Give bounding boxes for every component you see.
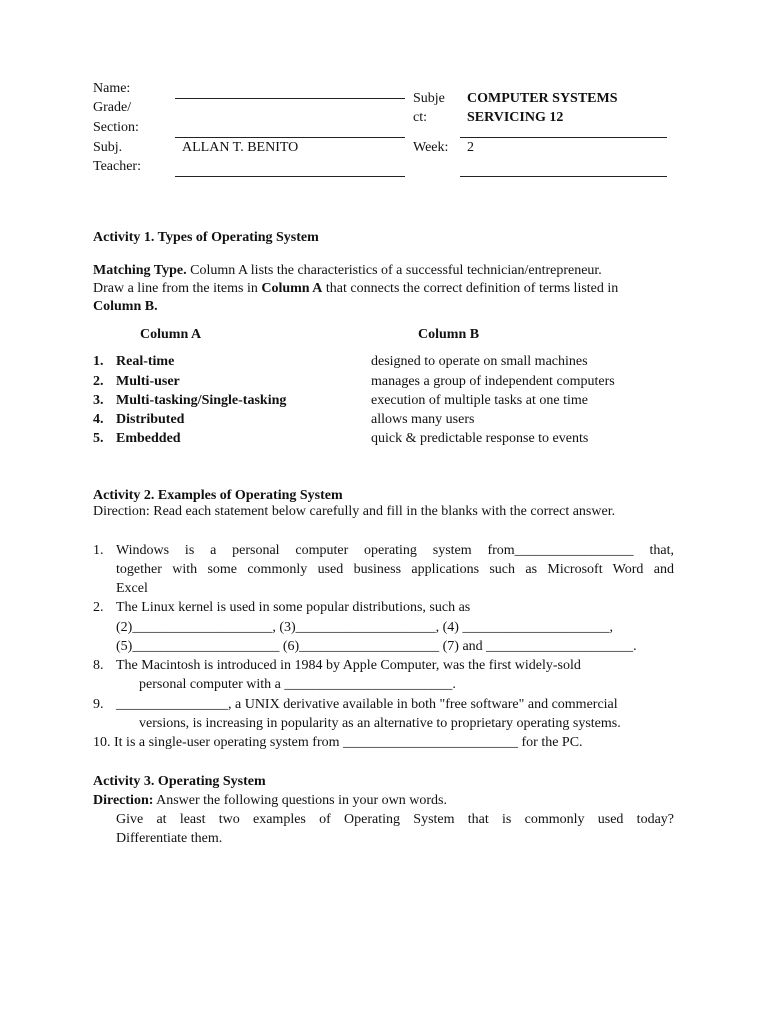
item-term: Real-time	[116, 354, 175, 369]
question-number: 8.	[93, 658, 104, 673]
week-label: Week:	[413, 140, 449, 155]
column-a-header: Column A	[140, 327, 202, 342]
item-term: Multi-tasking/Single-tasking	[116, 393, 287, 408]
item-term: Multi-user	[116, 374, 180, 389]
matching-type-label: Matching Type.	[93, 263, 187, 278]
activity-2-title: Activity 2. Examples of Operating System	[93, 488, 343, 503]
activity-1-instruction-line2	[93, 279, 618, 298]
column-b-item[interactable]: allows many users	[371, 412, 475, 427]
item-number: 2.	[93, 374, 104, 389]
activity-3-direction	[93, 791, 447, 810]
name-blank-line[interactable]	[175, 98, 405, 99]
subject-value-line1: COMPUTER SYSTEMS	[467, 91, 618, 106]
activity-3-question-line1: Give at least two examples of Operating System that is commonly used today?	[116, 812, 674, 827]
question-8-line1: The Macintosh is introduced in 1984 by Apple Computer, was the first widely-sold	[116, 658, 581, 673]
activity-1-instruction-line3: Column B.	[93, 299, 158, 314]
column-a-item[interactable]	[93, 372, 180, 391]
column-b-item[interactable]: execution of multiple tasks at one time	[371, 393, 588, 408]
item-term: Embedded	[116, 431, 181, 446]
column-a-item[interactable]	[93, 410, 185, 429]
section-label: Section:	[93, 120, 139, 135]
instruction-column-a: Column A	[261, 281, 323, 296]
question-1-line1[interactable]: Windows is a personal computer operating system from_________________ that,	[116, 543, 674, 558]
subject-label-part2: ct:	[413, 110, 427, 125]
column-b-item[interactable]: designed to operate on small machines	[371, 354, 588, 369]
week-value: 2	[467, 140, 474, 155]
teacher-blank-line	[175, 176, 405, 177]
question-8-line2[interactable]: personal computer with a ________________________.	[139, 677, 456, 692]
instruction-text-1: Column A lists the characteristics of a successful technician/entrepreneur.	[186, 263, 602, 278]
column-a-item[interactable]	[93, 391, 287, 410]
teacher-label: Teacher:	[93, 159, 141, 174]
activity-3-question-line2: Differentiate them.	[116, 831, 223, 846]
item-number: 1.	[93, 354, 104, 369]
question-10[interactable]: 10. It is a single-user operating system from _________________________ for the PC.	[93, 735, 583, 750]
subject-underline	[460, 137, 667, 138]
question-2-line1: The Linux kernel is used in some popular distributions, such as	[116, 600, 471, 615]
question-number: 1.	[93, 543, 104, 558]
column-b-item[interactable]: quick & predictable response to events	[371, 431, 589, 446]
question-9-line2: versions, is increasing in popularity as an alternative to proprietary operating systems.	[139, 716, 621, 731]
week-underline	[460, 176, 667, 177]
item-term: Distributed	[116, 412, 185, 427]
column-a-item[interactable]	[93, 352, 175, 371]
activity-3-title: Activity 3. Operating System	[93, 774, 266, 789]
column-b-header: Column B	[418, 327, 480, 342]
column-b-item[interactable]: manages a group of independent computers	[371, 374, 615, 389]
teacher-value: ALLAN T. BENITO	[182, 140, 299, 155]
question-2-blanks-row2[interactable]: (5)_____________________ (6)____________________ (7) and _____________________.	[116, 639, 637, 654]
activity-1-instruction-line1	[93, 261, 602, 280]
direction-text: Answer the following questions in your own words.	[153, 793, 447, 808]
question-number: 2.	[93, 600, 104, 615]
subject-label-part1: Subje	[413, 91, 445, 106]
instruction-text-2c: that connects the correct definition of terms listed in	[322, 281, 619, 296]
question-2-blanks-row1[interactable]: (2)____________________, (3)____________________, (4) _____________________,	[116, 620, 613, 635]
item-number: 4.	[93, 412, 104, 427]
item-number: 5.	[93, 431, 104, 446]
subject-value-line2: SERVICING 12	[467, 110, 564, 125]
question-1-line2: together with some commonly used business applications such as Microsoft Word and	[116, 562, 674, 577]
item-number: 3.	[93, 393, 104, 408]
column-a-item[interactable]	[93, 429, 181, 448]
question-number: 9.	[93, 697, 104, 712]
question-1-line3: Excel	[116, 581, 148, 596]
subj-label: Subj.	[93, 140, 123, 155]
activity-1-title: Activity 1. Types of Operating System	[93, 230, 319, 245]
question-9-line1[interactable]: ________________, a UNIX derivative available in both "free software" and commercial	[116, 697, 618, 712]
grade-label: Grade/	[93, 100, 132, 115]
activity-2-direction: Direction: Read each statement below carefully and fill in the blanks with the correct answer.	[93, 504, 616, 519]
instruction-text-2a: Draw a line from the items in	[93, 281, 262, 296]
name-label: Name:	[93, 81, 131, 96]
direction-label: Direction:	[93, 793, 154, 808]
